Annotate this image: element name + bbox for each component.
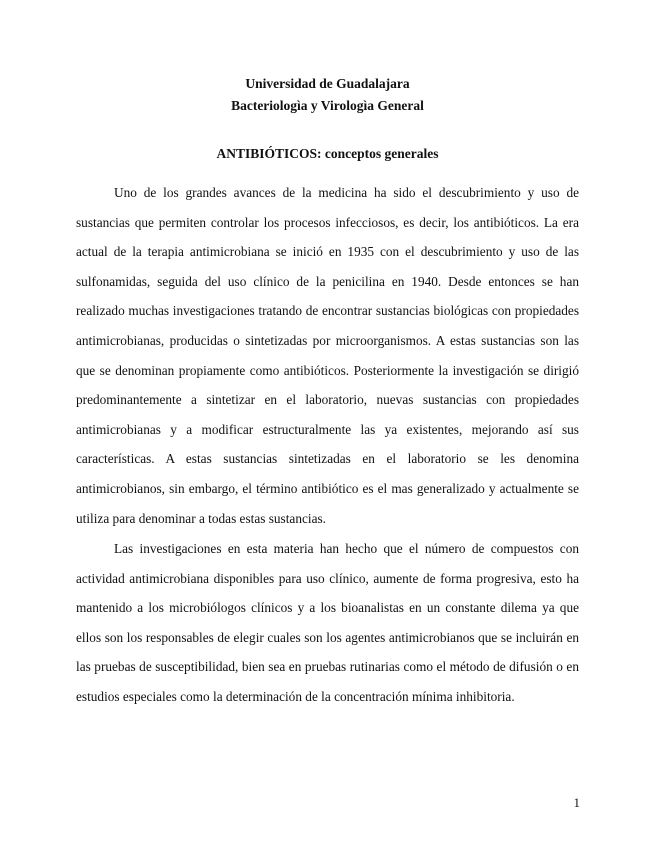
document-title: ANTIBIÓTICOS: conceptos generales [216, 146, 439, 161]
paragraph-2 [76, 534, 579, 712]
paragraph-1 [76, 178, 579, 533]
paragraph-2-text: Las investigaciones en esta materia han hecho que el número de compuestos con actividad antimicrobiana disponibles para uso clínico, aumente de forma progresiva, esto ha mantenido a los microbiólogos clínicos y a los bioanalistas en un constante dilema ya que ellos son los responsables de elegir cuales son los agentes antimicrobianos que se incluirán en las pruebas de susceptibilidad, bien sea en pruebas rutinarias como el método de difusión o en estudios especiales como la determinación de la concentración mínima inhibitoria. [76, 541, 579, 704]
page-number: 1 [573, 795, 580, 810]
institution-name: Universidad de Guadalajara [245, 76, 410, 91]
paragraph-1-text: Uno de los grandes avances de la medicina ha sido el descubrimiento y uso de sustancias que permiten controlar los procesos infecciosos, es decir, los antibióticos. La era actual de la terapia antimicrobiana se inició en 1935 con el descubrimiento y uso de las sulfonamidas, seguida del uso clínico de la penicilina en 1940. Desde entonces se han realizado muchas investigaciones tratando de encontrar sustancias biológicas con propiedades antimicrobianas, producidas o sintetizadas por microorganismos. A estas sustancias son las que se denominan propiamente como antibióticos. Posteriormente la investigación se dirigió predominantemente a sintetizar en el laboratorio, nuevas sustancias con propiedades antimicrobianas y a modificar estructuralmente las ya existentes, mejorando así sus características. A estas sustancias sintetizadas en el laboratorio se les denomina antimicrobianos, sin embargo, el término antibiótico es el mas generalizado y actualmente se utiliza para denominar a todas estas sustancias. [76, 185, 579, 526]
department-name: Bacteriologìa y Virologìa General [231, 98, 424, 113]
